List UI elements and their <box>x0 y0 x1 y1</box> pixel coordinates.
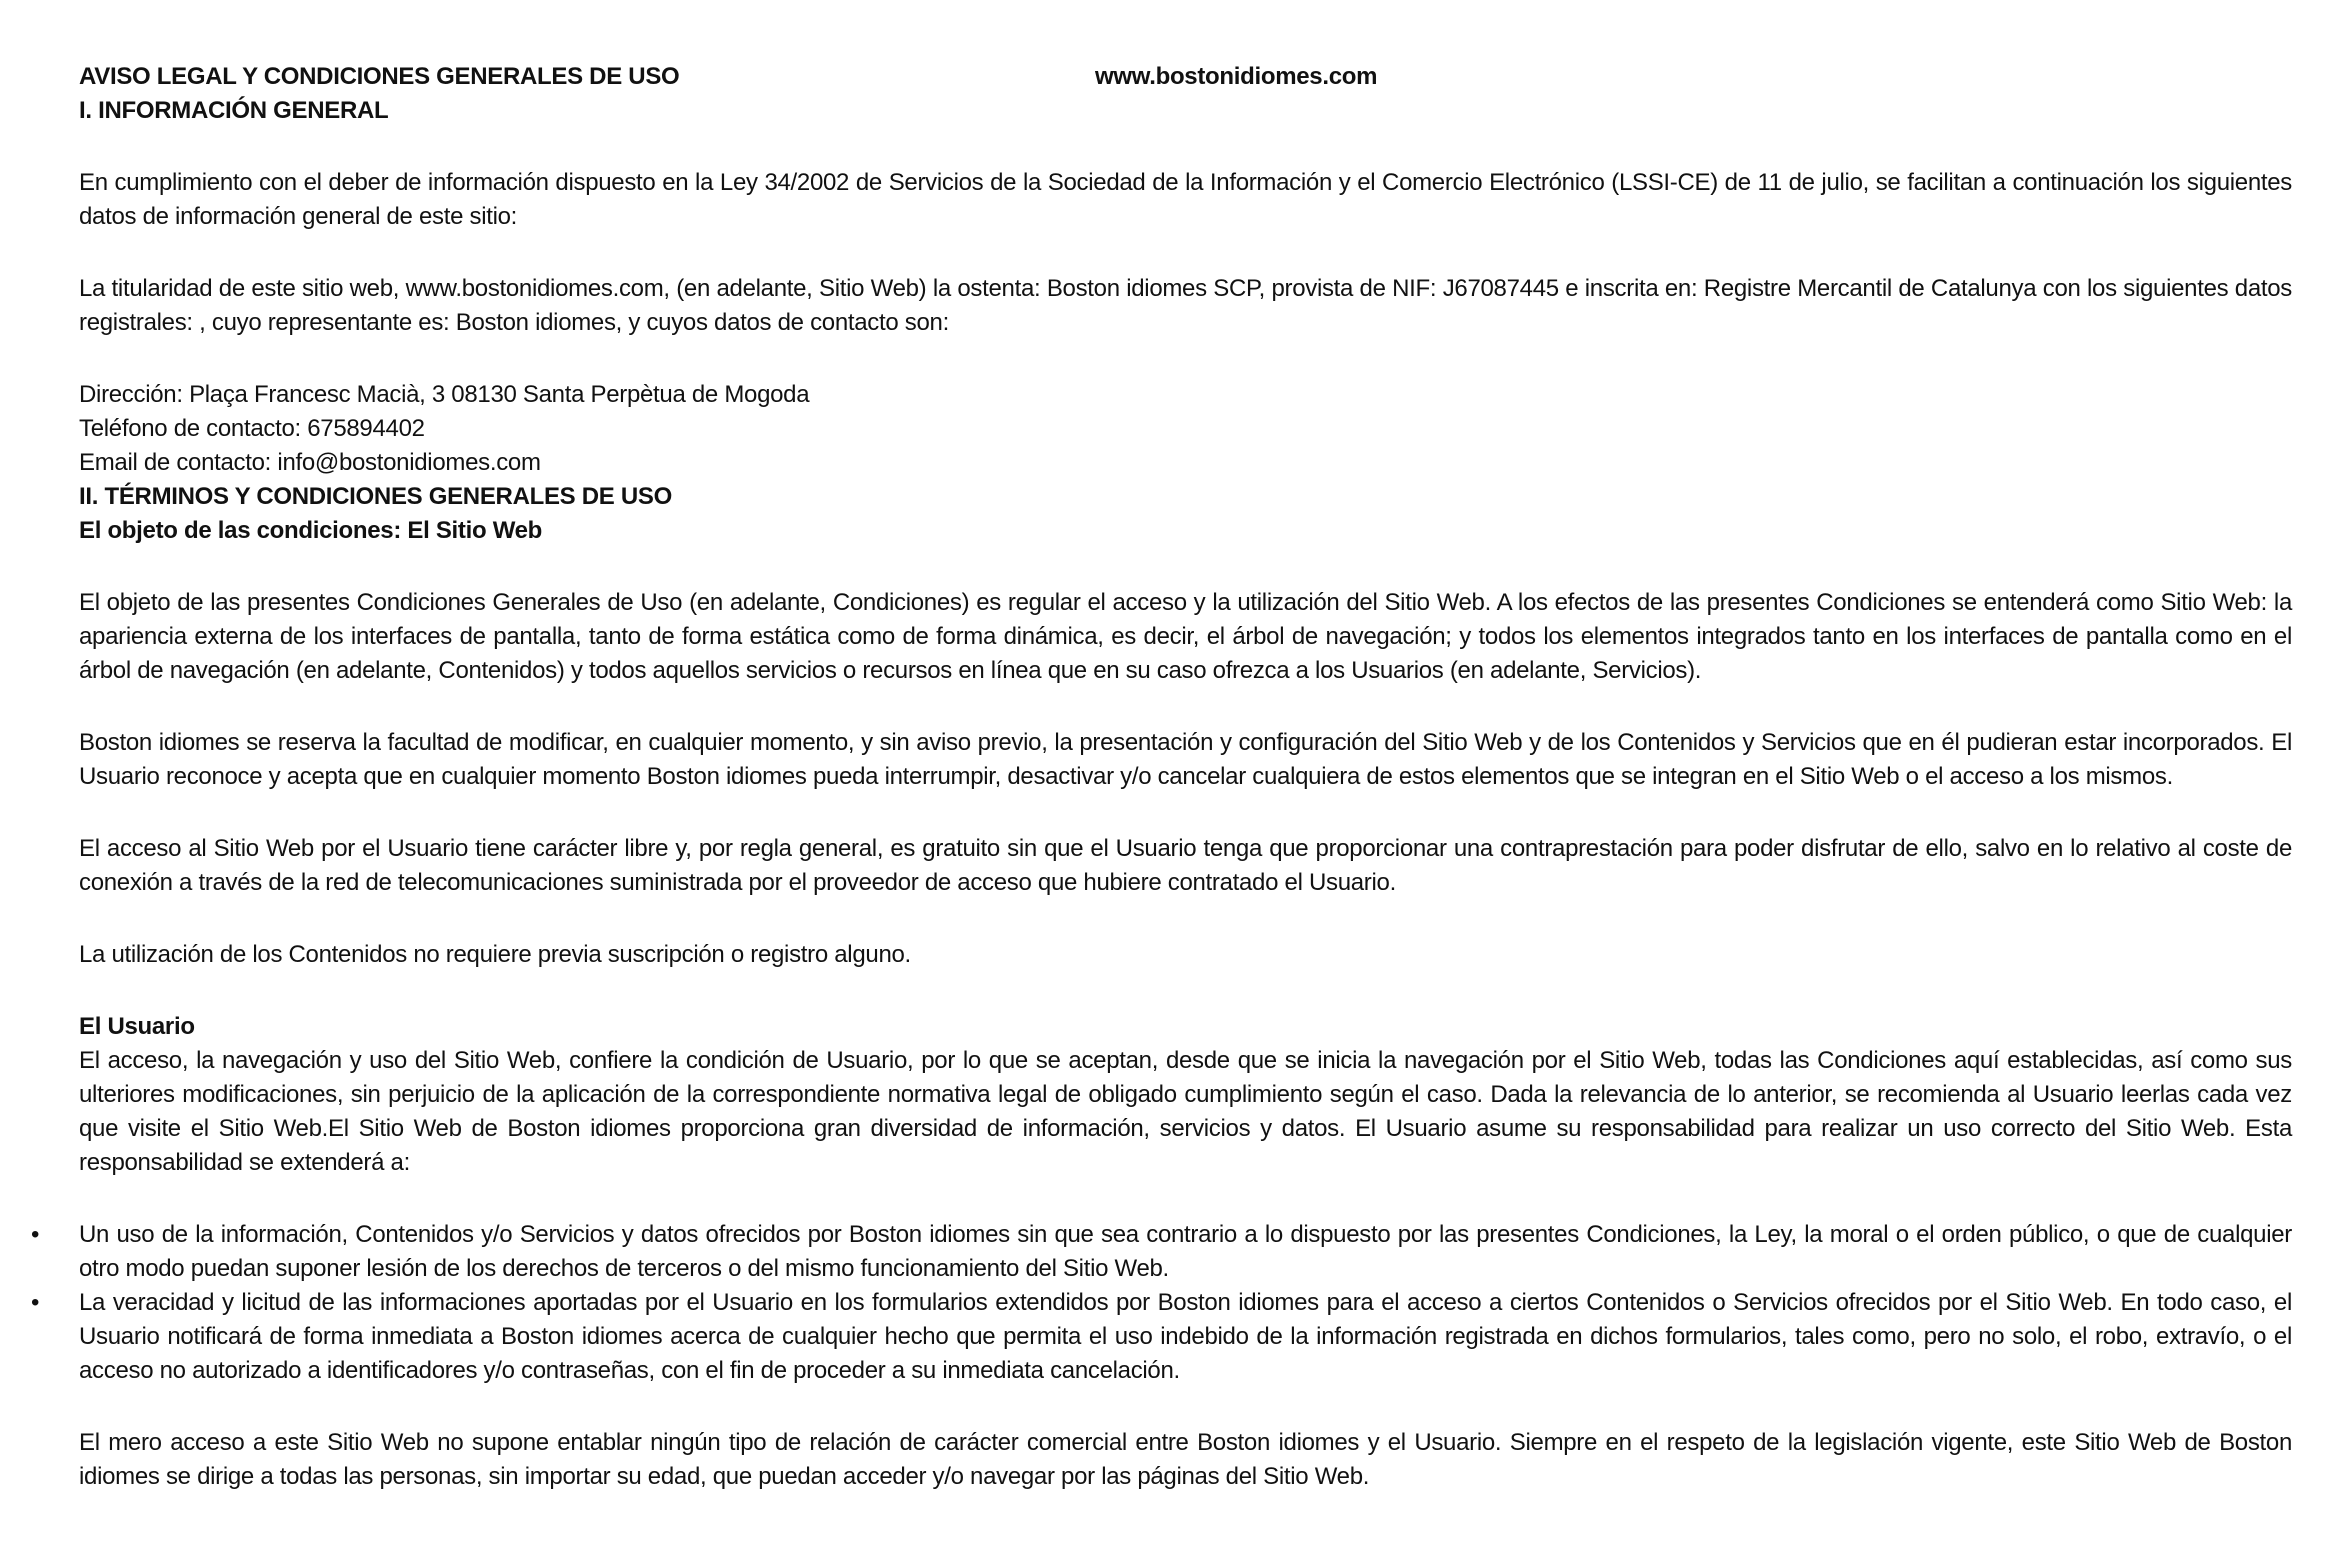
section-heading-terminos: II. TÉRMINOS Y CONDICIONES GENERALES DE USO <box>79 483 672 510</box>
document-title: AVISO LEGAL Y CONDICIONES GENERALES DE USO <box>79 63 680 90</box>
paragraph-titularidad: La titularidad de este sitio web, www.bostonidiomes.com, (en adelante, Sitio Web) la ostenta: Boston idiomes SCP, provista de NIF: J67087445 e inscrita en: Registre Mercantil de Catalunya con los siguientes datos registrales: , cuyo representante es: Boston idiomes, y cuyos datos de contacto son: <box>79 275 2292 336</box>
paragraph-mero-acceso: El mero acceso a este Sitio Web no supone entablar ningún tipo de relación de carácter comercial entre Boston idiomes y el Usuario. Siempre en el respeto de la legislación vigente, este Sitio Web de Boston idiomes se dirige a todas las personas, sin importar su edad, que puedan acceder y/o navegar por las páginas del Sitio Web. <box>79 1429 2292 1490</box>
subheading-objeto: El objeto de las condiciones: El Sitio Web <box>79 517 543 544</box>
paragraph-acceso-libre: El acceso al Sitio Web por el Usuario tiene carácter libre y, por regla general, es gratuito sin que el Usuario tenga que proporcionar una contraprestación para poder disfrutar de ello, salvo en lo relativo al coste de conexión a través de la red de telecomunicaciones suministrada por el proveedor de acceso que hubiere contratado el Usuario. <box>79 835 2292 896</box>
paragraph-modificacion: Boston idiomes se reserva la facultad de modificar, en cualquier momento, y sin aviso previo, la presentación y configuración del Sitio Web y de los Contenidos y Servicios que en él pudieran estar incorporados. El Usuario reconoce y acepta que en cualquier momento Boston idiomes pueda interrumpir, desactivar y/o cancelar cualquiera de estos elementos que se integran en el Sitio Web o el acceso a los mismos. <box>79 729 2292 790</box>
paragraph-objeto: El objeto de las presentes Condiciones Generales de Uso (en adelante, Condiciones) es regular el acceso y la utilización del Sitio Web. A los efectos de las presentes Condiciones se entenderá como Sitio Web: la apariencia externa de los interfaces de pantalla, tanto de forma estática como de forma dinámica, es decir, el árbol de navegación; y todos los elementos integrados tanto en los interfaces de pantalla como en el árbol de navegación (en adelante, Contenidos) y todos aquellos servicios o recursos en línea que en su caso ofrezca a los Usuarios (en adelante, Servicios). <box>79 589 2292 684</box>
document-header <box>79 60 2292 94</box>
document-page <box>31 60 2292 1494</box>
list-item <box>31 1218 2292 1286</box>
contact-email: Email de contacto: info@bostonidiomes.com <box>79 449 541 476</box>
bullet-icon: • <box>31 1289 40 1316</box>
contact-phone: Teléfono de contacto: 675894402 <box>79 415 425 442</box>
list-item-text: Un uso de la información, Contenidos y/o Servicios y datos ofrecidos por Boston idiomes sin que sea contrario a lo dispuesto por las presentes Condiciones, la Ley, la moral o el orden público, o que de cualquier otro modo puedan suponer lesión de los derechos de terceros o del mismo funcionamiento del Sitio Web. <box>79 1221 2292 1282</box>
responsibility-list <box>31 1218 2292 1388</box>
paragraph-sin-registro: La utilización de los Contenidos no requiere previa suscripción o registro alguno. <box>79 941 911 968</box>
paragraph-lssi-intro: En cumplimiento con el deber de información dispuesto en la Ley 34/2002 de Servicios de la Sociedad de la Información y el Comercio Electrónico (LSSI-CE) de 11 de julio, se facilitan a continuación los siguientes datos de información general de este sitio: <box>79 169 2292 230</box>
bullet-icon: • <box>31 1221 40 1248</box>
website-url: www.bostonidiomes.com <box>1095 63 1378 90</box>
section-heading-informacion-general: I. INFORMACIÓN GENERAL <box>79 97 389 124</box>
list-item-text: La veracidad y licitud de las informaciones aportadas por el Usuario en los formularios extendidos por Boston idiomes para el acceso a ciertos Contenidos o Servicios ofrecidos por el Sitio Web. En todo caso, el Usuario notificará de forma inmediata a Boston idiomes acerca de cualquier hecho que permita el uso indebido de la información registrada en dichos formularios, tales como, pero no solo, el robo, extravío, o el acceso no autorizado a identificadores y/o contraseñas, con el fin de proceder a su inmediata cancelación. <box>79 1289 2292 1384</box>
subheading-usuario: El Usuario <box>79 1013 195 1040</box>
list-item <box>31 1286 2292 1388</box>
paragraph-usuario: El acceso, la navegación y uso del Sitio Web, confiere la condición de Usuario, por lo que se aceptan, desde que se inicia la navegación por el Sitio Web, todas las Condiciones aquí establecidas, así como sus ulteriores modificaciones, sin perjuicio de la aplicación de la correspondiente normativa legal de obligado cumplimiento según el caso. Dada la relevancia de lo anterior, se recomienda al Usuario leerlas cada vez que visite el Sitio Web.El Sitio Web de Boston idiomes proporciona gran diversidad de información, servicios y datos. El Usuario asume su responsabilidad para realizar un uso correcto del Sitio Web. Esta responsabilidad se extenderá a: <box>79 1047 2292 1176</box>
contact-address: Dirección: Plaça Francesc Macià, 3 08130 Santa Perpètua de Mogoda <box>79 381 810 408</box>
